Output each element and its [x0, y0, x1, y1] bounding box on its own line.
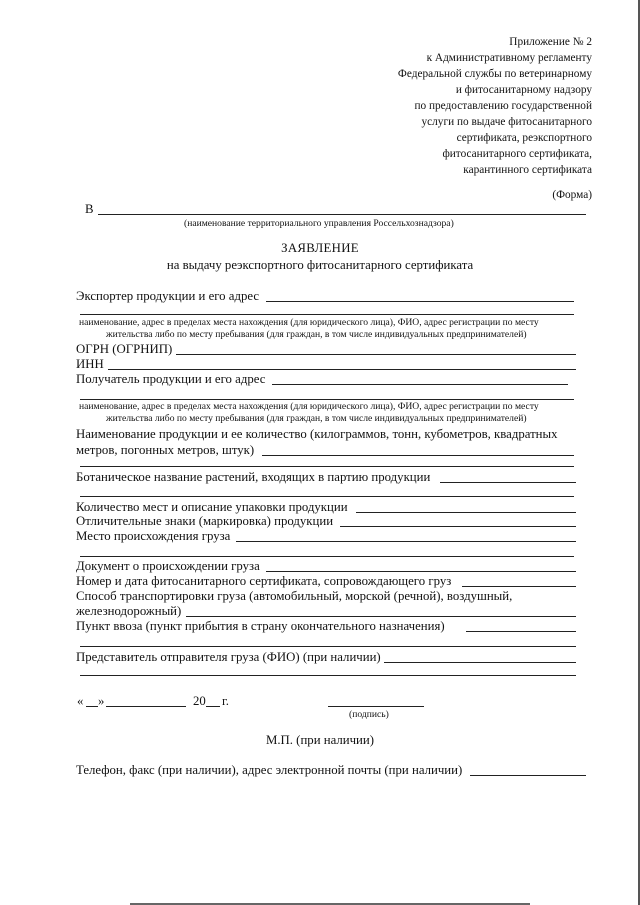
exporter-note-1: наименование, адрес в пределах места нахождения (для юридического лица), ФИО, адрес регистрации по месту	[79, 317, 539, 328]
addressee-caption: (наименование территориального управления Россельхознадзора)	[184, 218, 454, 229]
origin-doc-line[interactable]	[266, 571, 576, 572]
form-label: (Форма)	[552, 189, 592, 201]
signature-line[interactable]	[328, 706, 424, 707]
botanical-label: Ботаническое название растений, входящих в партию продукции	[76, 470, 431, 484]
header-line-3: Федеральной службы по ветеринарному	[397, 68, 592, 80]
origin-line-2[interactable]	[80, 556, 574, 557]
origin-label: Место происхождения груза	[76, 529, 231, 543]
contacts-line[interactable]	[470, 775, 586, 776]
exporter-note-2: жительства либо по месту пребывания (для граждан, в том числе индивидуальных предпринимателей)	[106, 329, 527, 340]
entry-point-label: Пункт ввоза (пункт прибытия в страну окончательного назначения)	[76, 619, 445, 633]
stamp-label: М.П. (при наличии)	[265, 733, 375, 747]
contacts-label: Телефон, факс (при наличии), адрес электронной почты (при наличии)	[76, 763, 463, 777]
ogrn-line[interactable]	[176, 354, 576, 355]
recipient-note-1: наименование, адрес в пределах места нахождения (для юридического лица), ФИО, адрес регистрации по месту	[79, 401, 539, 412]
date-month-line[interactable]	[106, 706, 186, 707]
product-line-2[interactable]	[80, 466, 574, 467]
entry-point-line-2[interactable]	[80, 646, 576, 647]
exporter-line-2[interactable]	[80, 314, 574, 315]
packages-line[interactable]	[356, 512, 576, 513]
representative-line-2[interactable]	[80, 675, 576, 676]
marking-label: Отличительные знаки (маркировка) продукции	[76, 514, 334, 528]
origin-doc-label: Документ о происхождении груза	[76, 559, 260, 573]
representative-line-1[interactable]	[384, 662, 576, 663]
header-line-4: и фитосанитарному надзору	[455, 84, 592, 96]
document-title: ЗАЯВЛЕНИЕ	[281, 241, 359, 255]
recipient-line-2[interactable]	[80, 399, 574, 400]
header-line-8: фитосанитарного сертификата,	[442, 148, 592, 160]
entry-point-line-1[interactable]	[466, 631, 576, 632]
addressee-prefix: В	[85, 202, 94, 216]
header-line-5: по предоставлению государственной	[414, 100, 592, 112]
transport-label-2: железнодорожный)	[76, 604, 182, 618]
header-line-6: услуги по выдаче фитосанитарного	[421, 116, 592, 128]
product-line-1[interactable]	[262, 455, 574, 456]
date-quote-close: »	[98, 694, 105, 708]
exporter-label: Экспортер продукции и его адрес	[76, 289, 260, 303]
header-line-1: Приложение № 2	[509, 36, 592, 48]
botanical-line-1[interactable]	[440, 482, 576, 483]
inn-line[interactable]	[108, 369, 576, 370]
product-label-2: метров, погонных метров, штук)	[76, 443, 255, 457]
document-subtitle: на выдачу реэкспортного фитосанитарного сертификата	[166, 258, 474, 272]
date-quote-open: «	[77, 694, 84, 708]
header-line-9: карантинного сертификата	[463, 164, 592, 176]
date-day-line[interactable]	[86, 706, 98, 707]
packages-label: Количество мест и описание упаковки продукции	[76, 500, 348, 514]
botanical-line-2[interactable]	[80, 496, 574, 497]
signature-caption: (подпись)	[349, 709, 389, 720]
year-prefix: 20	[193, 694, 206, 708]
year-suffix: г.	[222, 694, 230, 708]
date-year-line[interactable]	[206, 706, 220, 707]
inn-label: ИНН	[76, 357, 104, 371]
representative-label: Представитель отправителя груза (ФИО) (при наличии)	[76, 650, 381, 664]
transport-line[interactable]	[186, 616, 576, 617]
phyto-cert-label: Номер и дата фитосанитарного сертификата, сопровождающего груз	[76, 574, 452, 588]
header-line-2: к Административному регламенту	[426, 52, 592, 64]
header-line-7: сертификата, реэкспортного	[456, 132, 592, 144]
marking-line[interactable]	[340, 526, 576, 527]
ogrn-label: ОГРН (ОГРНИП)	[76, 342, 173, 356]
recipient-note-2: жительства либо по месту пребывания (для граждан, в том числе индивидуальных предпринимателей)	[106, 413, 527, 424]
addressee-line[interactable]	[98, 214, 586, 215]
phyto-cert-line[interactable]	[462, 586, 576, 587]
recipient-line-1[interactable]	[272, 384, 568, 385]
exporter-line-1[interactable]	[266, 301, 574, 302]
product-label-1: Наименование продукции и ее количество (килограммов, тонн, кубометров, квадратных	[76, 427, 558, 441]
transport-label-1: Способ транспортировки груза (автомобильный, морской (речной), воздушный,	[76, 589, 513, 603]
recipient-label: Получатель продукции и его адрес	[76, 372, 266, 386]
origin-line-1[interactable]	[236, 541, 576, 542]
